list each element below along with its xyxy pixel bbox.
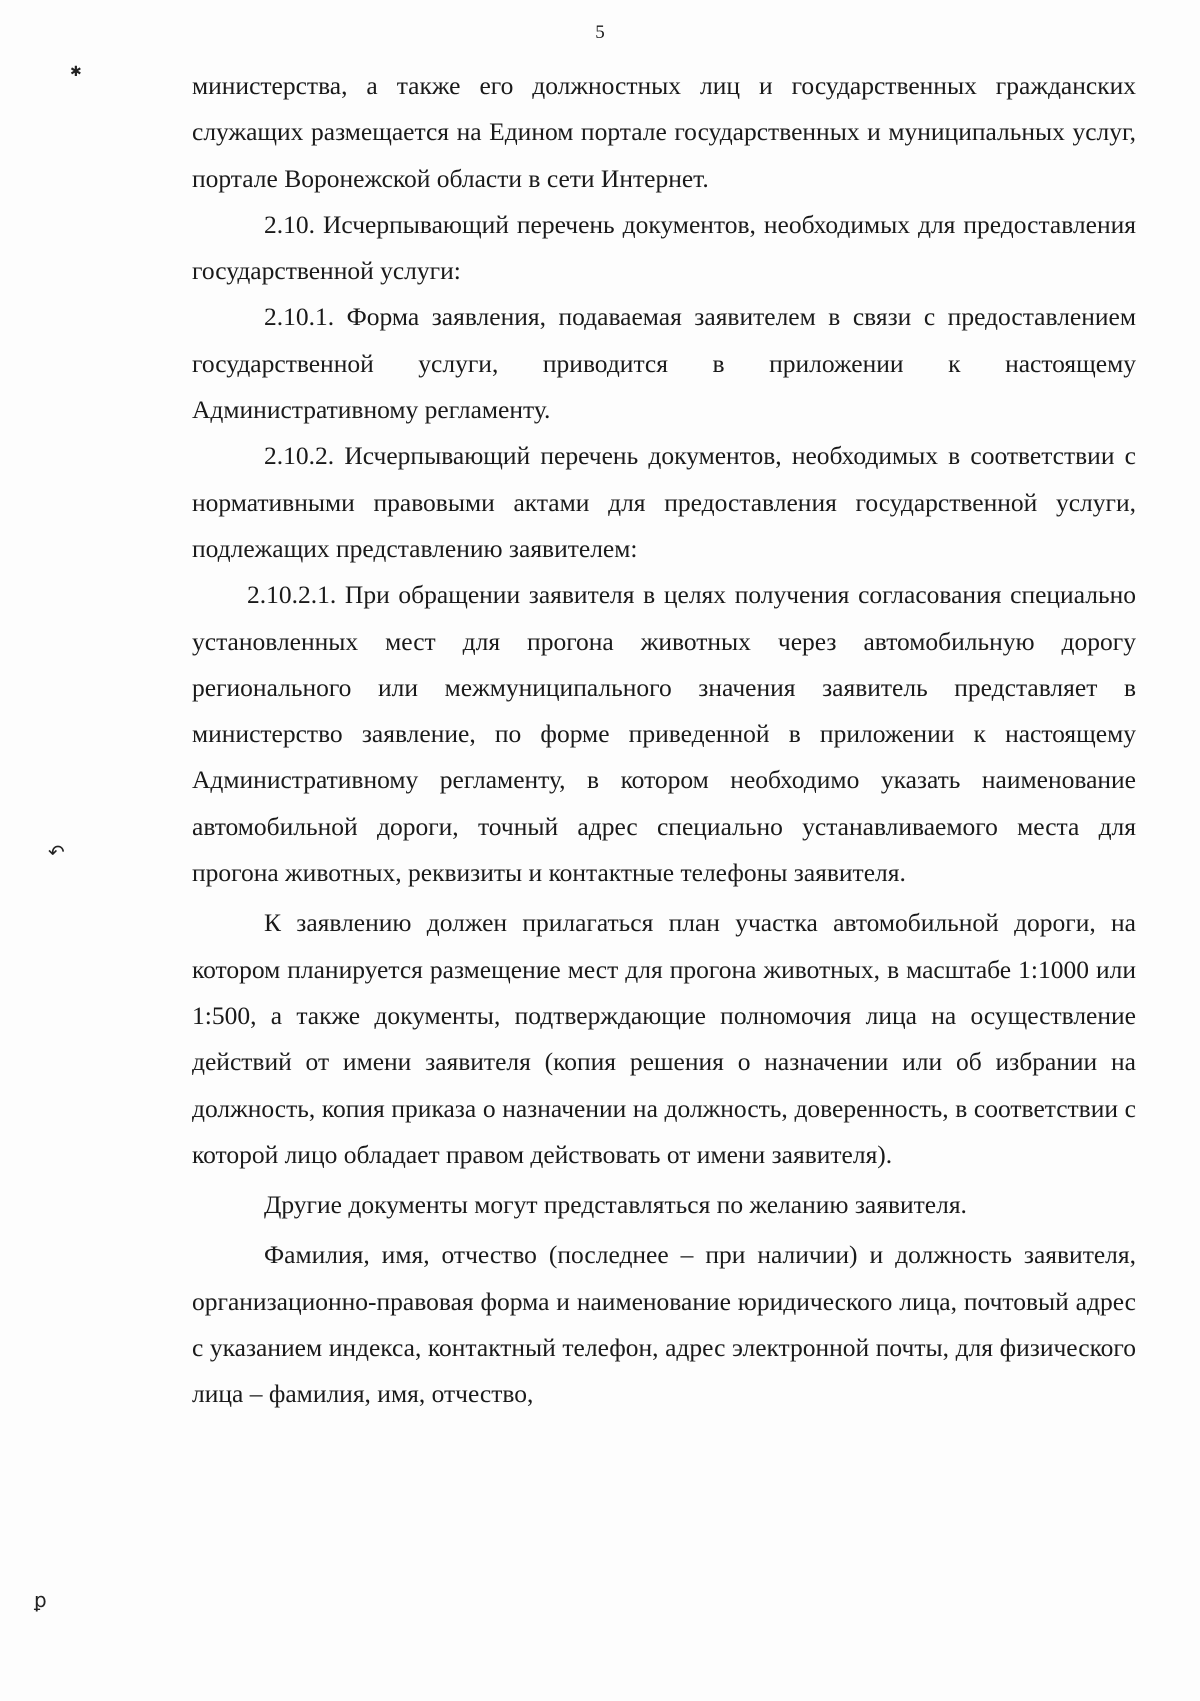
page-number: 5 xyxy=(595,22,605,43)
paragraph: Другие документы могут представляться по желанию заявителя. xyxy=(264,1190,967,1220)
paragraph: К заявлению должен прилагаться план участка автомобильной дороги, на котором планируется размещение мест для прогона животных, в масштабе 1:1000 или 1:500, а также документы, подтверждающие полномочия лица на осуществление действий от имени заявителя (копия решения о назначении или об избрании на должность, копия приказа о назначении на должность, доверенность, в соответствии с которой лицо обладает правом действовать от имени заявителя). xyxy=(192,908,1136,1169)
scan-speck-mark: ↶ xyxy=(48,840,65,864)
paragraph: 2.10.1. Форма заявления, подаваемая заявителем в связи с предоставлением государственной услуги, приводится в приложении к настоящему Административному регламенту. xyxy=(192,302,1136,425)
paragraph: Фамилия, имя, отчество (последнее – при наличии) и должность заявителя, организационно-правовая форма и наименование юридического лица, почтовый адрес с указанием индекса, контактный телефон, адрес электронной почты, для физического лица – фамилия, имя, отчество, xyxy=(192,1240,1136,1409)
scan-speck-mark: ✱ xyxy=(70,64,82,80)
paragraph: министерства, а также его должностных лиц и государственных гражданских служащих размещается на Едином портале государственных и муниципальных услуг, портале Воронежской области в сети Интернет. xyxy=(192,71,1136,193)
paragraph: 2.10. Исчерпывающий перечень документов, необходимых для предоставления государственной услуги: xyxy=(192,209,1136,286)
document-body xyxy=(192,63,1136,1418)
paragraph: 2.10.2.1. При обращении заявителя в целях получения согласования специально установленных мест для прогона животных через автомобильную дорогу регионального или межмуниципального значения заявитель представляет в министерство заявление, по форме приведенной в приложении к настоящему Административному регламенту, в котором необходимо указать наименование автомобильной дороги, точный адрес специально устанавливаемого места для прогона животных, реквизиты и контактные телефоны заявителя. xyxy=(192,580,1136,888)
scan-speck-mark: ꝑ xyxy=(34,1588,47,1612)
paragraph: 2.10.2. Исчерпывающий перечень документов, необходимых в соответствии с нормативными правовыми актами для предоставления государственной услуги, подлежащих представлению заявителем: xyxy=(192,441,1136,563)
